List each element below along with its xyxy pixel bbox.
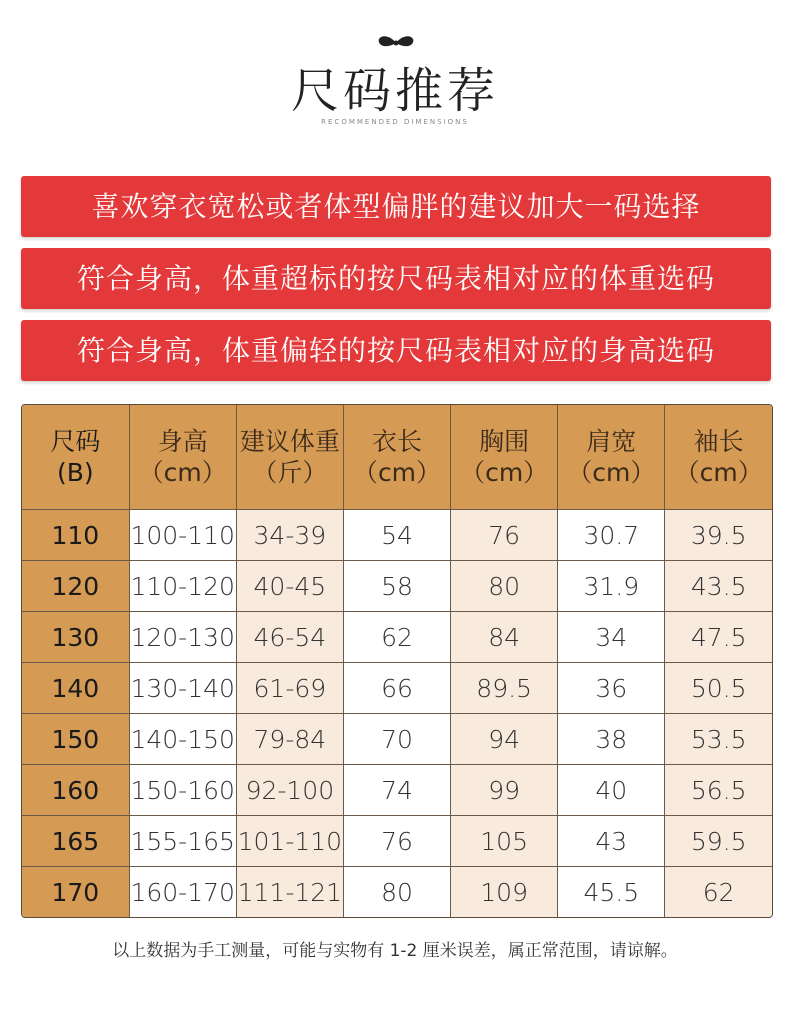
cell-chest: 105 <box>451 816 558 867</box>
cell-shoulder: 31.9 <box>558 561 665 612</box>
cell-chest: 109 <box>451 867 558 918</box>
cell-chest: 89.5 <box>451 663 558 714</box>
cell-weight: 46-54 <box>236 612 343 663</box>
cell-sleeve: 43.5 <box>665 561 772 612</box>
cell-height: 155-165 <box>129 816 236 867</box>
tip-banner-1: 喜欢穿衣宽松或者体型偏胖的建议加大一码选择 <box>21 176 771 237</box>
cell-length: 62 <box>343 612 450 663</box>
header-weight: 建议体重 （斤） <box>236 405 343 510</box>
cell-height: 120-130 <box>129 612 236 663</box>
cell-weight: 111-121 <box>236 867 343 918</box>
header-length: 衣长 （cm） <box>343 405 450 510</box>
header-size: 尺码 (B) <box>22 405 129 510</box>
cell-height: 110-120 <box>129 561 236 612</box>
cell-chest: 80 <box>451 561 558 612</box>
bow-icon <box>378 34 414 52</box>
cell-length: 54 <box>343 510 450 561</box>
cell-height: 160-170 <box>129 867 236 918</box>
cell-weight: 79-84 <box>236 714 343 765</box>
cell-length: 80 <box>343 867 450 918</box>
cell-shoulder: 43 <box>558 816 665 867</box>
cell-sleeve: 50.5 <box>665 663 772 714</box>
table-row <box>22 816 772 867</box>
cell-length: 74 <box>343 765 450 816</box>
tip-banner-2: 符合身高，体重超标的按尺码表相对应的体重选码 <box>21 248 771 309</box>
cell-weight: 101-110 <box>236 816 343 867</box>
cell-size: 170 <box>22 867 129 918</box>
cell-weight: 34-39 <box>236 510 343 561</box>
cell-shoulder: 36 <box>558 663 665 714</box>
cell-shoulder: 34 <box>558 612 665 663</box>
cell-shoulder: 40 <box>558 765 665 816</box>
cell-length: 70 <box>343 714 450 765</box>
table-row <box>22 867 772 918</box>
cell-height: 140-150 <box>129 714 236 765</box>
cell-chest: 84 <box>451 612 558 663</box>
cell-weight: 61-69 <box>236 663 343 714</box>
cell-length: 58 <box>343 561 450 612</box>
cell-sleeve: 47.5 <box>665 612 772 663</box>
cell-height: 100-110 <box>129 510 236 561</box>
cell-chest: 99 <box>451 765 558 816</box>
table-row <box>22 765 772 816</box>
page-subtitle: RECOMMENDED DIMENSIONS <box>321 118 469 126</box>
header-shoulder: 肩宽 （cm） <box>558 405 665 510</box>
cell-height: 130-140 <box>129 663 236 714</box>
size-table <box>21 404 773 918</box>
header-sleeve: 袖长 （cm） <box>665 405 772 510</box>
table-row <box>22 612 772 663</box>
cell-chest: 94 <box>451 714 558 765</box>
cell-size: 120 <box>22 561 129 612</box>
header-height: 身高 （cm） <box>129 405 236 510</box>
cell-weight: 92-100 <box>236 765 343 816</box>
cell-sleeve: 53.5 <box>665 714 772 765</box>
tip-banner-3: 符合身高，体重偏轻的按尺码表相对应的身高选码 <box>21 320 771 381</box>
header-chest: 胸围 （cm） <box>451 405 558 510</box>
table-row <box>22 663 772 714</box>
table-row <box>22 510 772 561</box>
cell-size: 150 <box>22 714 129 765</box>
cell-size: 130 <box>22 612 129 663</box>
cell-sleeve: 56.5 <box>665 765 772 816</box>
table-row <box>22 561 772 612</box>
cell-sleeve: 39.5 <box>665 510 772 561</box>
cell-chest: 76 <box>451 510 558 561</box>
cell-length: 66 <box>343 663 450 714</box>
cell-height: 150-160 <box>129 765 236 816</box>
cell-shoulder: 45.5 <box>558 867 665 918</box>
cell-shoulder: 38 <box>558 714 665 765</box>
table-row <box>22 714 772 765</box>
footer-note: 以上数据为手工测量，可能与实物有 1-2 厘米误差，属正常范围，请谅解。 <box>112 941 678 961</box>
cell-size: 160 <box>22 765 129 816</box>
cell-size: 165 <box>22 816 129 867</box>
page-title: 尺码推荐 <box>290 63 499 119</box>
cell-weight: 40-45 <box>236 561 343 612</box>
cell-size: 110 <box>22 510 129 561</box>
table-header-row <box>22 405 772 510</box>
cell-sleeve: 59.5 <box>665 816 772 867</box>
cell-shoulder: 30.7 <box>558 510 665 561</box>
cell-length: 76 <box>343 816 450 867</box>
cell-size: 140 <box>22 663 129 714</box>
cell-sleeve: 62 <box>665 867 772 918</box>
